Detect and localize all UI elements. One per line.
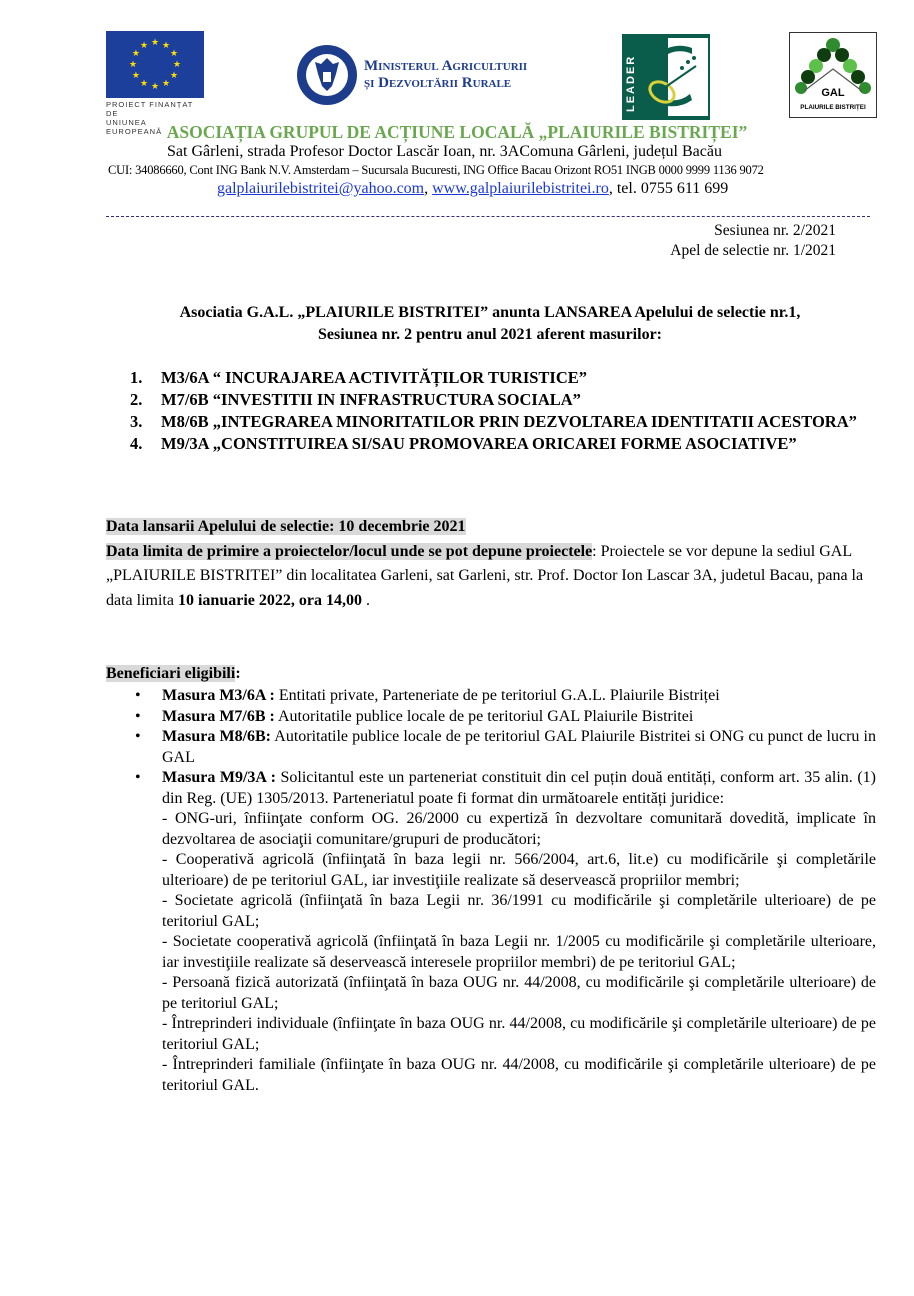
government-seal-icon (296, 44, 358, 106)
svg-text:PLAIURILE BISTRIȚEI: PLAIURILE BISTRIȚEI (800, 104, 866, 111)
deadline-label: Data limita de primire a proiectelor/locul unde se pot depune proiectele (106, 542, 593, 560)
bank-details: CUI: 34086660, Cont ING Bank N.V. Amsterdam – Sucursala Bucuresti, ING Office Bacau Orizont RO51 INGB 0000 9999 1136 9072 (108, 163, 764, 177)
eu-star-icon: ★ (172, 59, 182, 69)
deadline-paragraph: Data limita de primire a proiectelor/locul unde se pot depune proiectele: Proiectele se vor depune la sediul GAL „PLAIURILE BISTRITEI” din localitatea Garleni, sat Garleni, str. Prof. Doctor Ion Lascar 3A, judetul Bacau, pana la data limita 10 ianuarie 2022, ora 14,00 . (106, 542, 864, 609)
leader-icon (622, 34, 710, 120)
eu-caption-line1: PROIECT FINANȚAT DE (106, 100, 194, 118)
contact-line: galplaiurilebistritei@yahoo.com, www.galplaiurilebistritei.ro, tel. 0755 611 699 (217, 180, 729, 197)
phone-text: , tel. 0755 611 699 (608, 180, 729, 197)
eu-star-icon: ★ (139, 39, 149, 50)
eu-star-icon: ★ (128, 59, 138, 69)
eu-star-icon: ★ (170, 48, 179, 58)
beneficiary-item: • Masura M7/6B : Autoritatile publice locale de pe teritoriul GAL Plaiurile Bistritei (106, 707, 876, 728)
beneficiary-item: • Masura M8/6B: Autoritatile publice locale de pe teritoriul GAL Plaiurile Bistritei si ONG cu punct de lucru in GAL (135, 728, 877, 766)
header-divider (106, 216, 870, 217)
ministry-name-line1: Ministerul Agriculturii (364, 58, 528, 74)
eu-star-icon: ★ (161, 39, 171, 50)
call-number: Apel de selectie nr. 1/2021 (670, 242, 836, 259)
measure-item: 3. M8/6B „INTEGRAREA MINORITATILOR PRIN DEZVOLTAREA IDENTITATII ACESTORA” (130, 412, 857, 431)
gal-logo (789, 32, 877, 118)
session-info (670, 221, 836, 261)
beneficiaries-list (106, 686, 876, 1096)
measure-item: 4. M9/3A „CONSTITUIREA SI/SAU PROMOVAREA ORICAREI FORME ASOCIATIVE” (130, 434, 797, 453)
eu-logo (106, 31, 204, 136)
eu-flag-icon (106, 31, 204, 98)
entity-item: - Societate cooperativă agricolă (înfiinţată în baza Legii nr. 1/2005 cu modificările şi completările ulterioare, iar investiţiile realizate să deservească interesele propriilor membri) de pe teritoriul GAL; (162, 933, 876, 971)
svg-text:GAL: GAL (821, 87, 845, 99)
website-link[interactable]: www.galplaiurilebistritei.ro (432, 180, 609, 197)
session-number: Sesiunea nr. 2/2021 (714, 222, 836, 239)
eu-star-icon: ★ (161, 78, 171, 89)
ministry-logo (296, 42, 566, 108)
eu-star-icon: ★ (150, 81, 160, 91)
entity-item: - Societate agricolă (înfiinţată în baza Legii nr. 36/1991 cu modificările şi completările ulterioare) de pe teritoriul GAL; (162, 892, 876, 930)
announcement-line2: Sesiunea nr. 2 pentru anul 2021 aferent masurilor: (317, 326, 662, 343)
association-address: Sat Gârleni, strada Profesor Doctor Lascăr Ioan, nr. 3AComuna Gârleni, județul Bacău (167, 143, 722, 160)
entity-item: - ONG-uri, înfiinţate conform OG. 26/2000 cu expertiză în dezvoltare comunitară dovedită, implicate în dezvoltarea de asociaţii comunitare/grupuri de producători; (162, 810, 876, 848)
bullet-icon: • (135, 687, 141, 704)
eu-star-icon: ★ (170, 70, 179, 80)
bullet-icon: • (135, 707, 141, 725)
beneficiaries-heading: Beneficiari eligibili: (106, 665, 241, 682)
measure-item: 1. M3/6A “ INCURAJAREA ACTIVITĂȚILOR TURISTICE” (130, 368, 588, 387)
entity-item: - Persoană fizică autorizată (înfiinţată în baza OUG nr. 44/2008, cu modificările şi completările ulterioare) de pe teritoriul GAL; (162, 974, 876, 1012)
eu-caption-line2: UNIUNEA EUROPEANĂ (106, 118, 163, 136)
beneficiary-item: • Masura M9/3A : Solicitantul este un parteneriat constituit din cel puțin două entități, conform art. 35 alin. (1) din Reg. (UE) 1305/2013. Parteneriatul poate fi format din următoarele entități juridice: - ONG-uri, înfiinţate conform OG. 26/2000 cu expertiză în dezvoltare comunitară dovedită, implicate în dezvoltarea de asociaţii comunitare/grupuri de producători; - Cooperativă agricolă (înfiinţată în baza legii nr. 566/2004, art.6, lit.e) cu modificările şi completările ulterioare) de pe teritoriul GAL, iar investiţiile realizate să deservească propriilor membri; - Societate agricolă (înfiinţată în baza Legii nr. 36/1991 cu modificările şi completările ulterioare) de pe teritoriul GAL; - Societate cooperativă agricolă (înfiinţată în baza Legii nr. 1/2005 cu modificările şi completările ulterioare, iar investiţiile realizate să deservească interesele propriilor membri) de pe teritoriul GAL; - Persoană fizică autorizată (înfiinţată în baza OUG nr. 44/2008, cu modificările şi completările ulterioare) de pe teritoriul GAL; - Întreprinderi individuale (înfiinţate în baza OUG nr. 44/2008, cu modificările şi completările ulterioare) de pe teritoriul GAL; - Întreprinderi familiale (înfiinţate în baza OUG nr. 44/2008, cu modificările şi completările ulterioare) de pe teritoriul GAL. (106, 768, 876, 1096)
svg-text:LEADER: LEADER (625, 54, 637, 112)
ministry-name-line2: și Dezvoltării Rurale (364, 75, 512, 91)
email-link[interactable]: galplaiurilebistritei@yahoo.com (217, 180, 425, 197)
gal-trees-icon (790, 33, 876, 117)
dates-section (106, 515, 876, 613)
eu-star-icon: ★ (150, 37, 160, 47)
eu-star-icon: ★ (139, 78, 149, 89)
deadline-date: 10 ianuarie 2022, ora 14,00 (177, 591, 362, 609)
launch-date: Data lansarii Apelului de selectie: 10 decembrie 2021 (106, 518, 466, 535)
bullet-icon: • (135, 769, 141, 786)
bullet-icon: • (135, 728, 141, 745)
entity-item: - Cooperativă agricolă (înfiinţată în baza legii nr. 566/2004, art.6, lit.e) cu modificările şi completările ulterioare) de pe teritoriul GAL, iar investiţiile realizate să deservească propriilor membri; (162, 851, 876, 889)
eu-star-icon: ★ (131, 48, 140, 58)
announcement-line1: Asociatia G.A.L. „PLAIURILE BISTRITEI” anunta LANSAREA Apelului de selectie nr.1, (179, 304, 801, 321)
beneficiary-item: • Masura M3/6A : Entitati private, Parteneriate de pe teritoriul G.A.L. Plaiurile Bistriței (106, 686, 876, 707)
association-title: ASOCIAȚIA GRUPUL DE ACȚIUNE LOCALĂ „PLAIURILE BISTRIȚEI” (166, 122, 748, 142)
leader-logo (622, 34, 710, 120)
eu-star-icon: ★ (131, 70, 140, 80)
measure-item: 2. M7/6B “INVESTITII IN INFRASTRUCTURA SOCIALA” (130, 390, 581, 409)
announcement-heading (100, 302, 880, 346)
entity-item: - Întreprinderi familiale (înfiinţate în baza OUG nr. 44/2008, cu modificările şi completările ulterioare) de pe teritoriul GAL. (162, 1056, 876, 1094)
entity-item: - Întreprinderi individuale (înfiinţate în baza OUG nr. 44/2008, cu modificările şi completările ulterioare) de pe teritoriul GAL; (162, 1015, 876, 1053)
measures-list (104, 367, 864, 455)
